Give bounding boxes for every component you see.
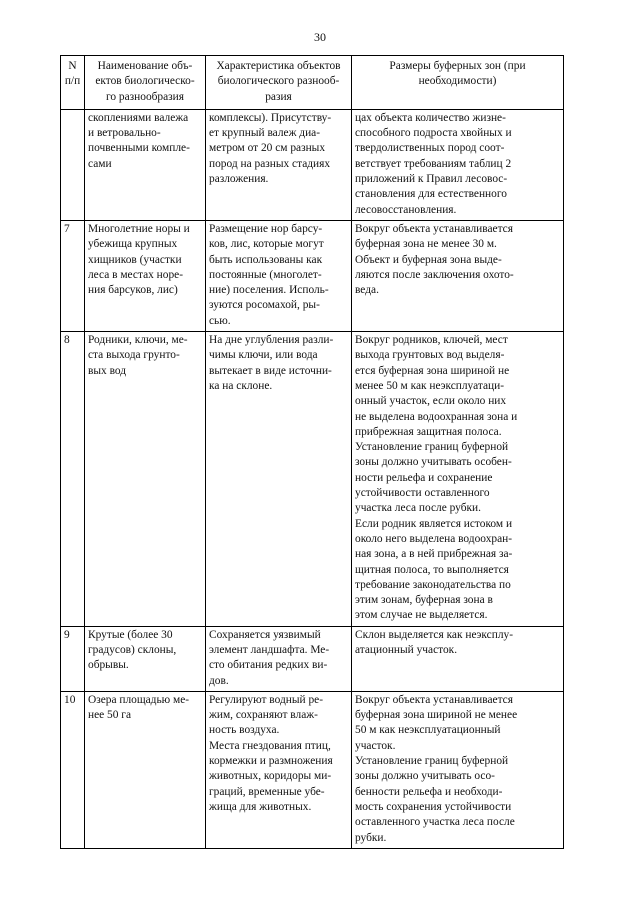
cell-line: становления для естественного bbox=[355, 188, 507, 201]
table-row bbox=[61, 691, 564, 848]
cell-line: ние) поселения. Исполь- bbox=[209, 284, 329, 297]
cell-line: Если родник является истоком и bbox=[355, 517, 513, 530]
cell-line: разложения. bbox=[209, 173, 269, 186]
page-number: 30 bbox=[314, 30, 326, 44]
cell-line: Вокруг объекта устанавливается bbox=[355, 222, 513, 235]
cell-line: ков, лис, которые могут bbox=[209, 238, 324, 251]
cell-line: зоны должно учитывать осо- bbox=[355, 770, 495, 783]
cell-line: кормежки и размножения bbox=[209, 755, 333, 768]
cell-line: Размеры буферных зон (при bbox=[389, 60, 526, 72]
cell-line: ветствует требованиям таблиц 2 bbox=[355, 157, 512, 170]
cell-name bbox=[85, 626, 206, 691]
cell-line: прибрежная защитная полоса. bbox=[355, 425, 502, 438]
cell-line: Озера площадью ме- bbox=[88, 693, 190, 706]
cell-line: атационный участок. bbox=[355, 643, 458, 656]
cell-line: Сохраняется уязвимый bbox=[209, 628, 321, 641]
cell-line: щитная полоса, то выполняется bbox=[355, 563, 509, 576]
cell-line: Регулируют водный ре- bbox=[209, 693, 324, 706]
cell-line: биологического разнооб- bbox=[217, 75, 340, 88]
cell-name bbox=[85, 220, 206, 331]
cell-line: Многолетние норы и bbox=[88, 222, 190, 235]
cell-line: ется буферная зона шириной не bbox=[355, 364, 510, 377]
cell-characteristics bbox=[206, 220, 352, 331]
cell-name bbox=[85, 332, 206, 627]
cell-line: Крутые (более 30 bbox=[88, 628, 173, 641]
cell-line: 8 bbox=[64, 334, 70, 347]
cell-line: сью. bbox=[209, 314, 231, 327]
cell-line: 9 bbox=[64, 628, 70, 641]
cell-line: приложений к Правил лесовос- bbox=[355, 173, 508, 186]
cell-line: хищников (участки bbox=[88, 253, 182, 266]
cell-line: этим зонам, буферная зона в bbox=[355, 594, 493, 607]
cell-line: ность воздуха. bbox=[209, 724, 280, 737]
table-header-row bbox=[61, 56, 564, 110]
cell-line: На дне углубления разли- bbox=[209, 334, 334, 347]
cell-line: животных, коридоры ми- bbox=[209, 770, 332, 783]
cell-line: почвенными компле- bbox=[88, 142, 190, 155]
table-row bbox=[61, 332, 564, 627]
cell-line: необходимости) bbox=[418, 75, 497, 88]
cell-line: Наименование объ- bbox=[97, 60, 193, 72]
cell-line: ка на склоне. bbox=[209, 379, 273, 392]
cell-characteristics bbox=[206, 109, 352, 220]
cell-buffer-size bbox=[352, 626, 564, 691]
cell-line: нее 50 га bbox=[88, 709, 132, 722]
cell-line: леса в местах норе- bbox=[88, 268, 184, 281]
cell-line: п/п bbox=[64, 75, 81, 88]
cell-buffer-size bbox=[352, 332, 564, 627]
cell-line: Вокруг родников, ключей, мест bbox=[355, 334, 508, 347]
cell-line: около него выделена водоохран- bbox=[355, 532, 513, 545]
cell-line: выхода грунтовых вод выделя- bbox=[355, 349, 505, 362]
cell-line: устойчивости оставленного bbox=[355, 487, 490, 500]
cell-line: ектов биологическо- bbox=[95, 75, 195, 88]
cell-line: цах объекта количество жизне- bbox=[355, 111, 506, 124]
cell-characteristics bbox=[206, 691, 352, 848]
cell-line: мость сохранения устойчивости bbox=[355, 800, 512, 813]
cell-line: буферная зона не менее 30 м. bbox=[355, 238, 497, 251]
cell-line: постоянные (многолет- bbox=[209, 268, 322, 281]
cell-line: лесовосстановления. bbox=[355, 203, 457, 216]
cell-buffer-size bbox=[352, 109, 564, 220]
cell-num bbox=[61, 332, 85, 627]
cell-line: пород на разных стадиях bbox=[209, 157, 331, 170]
cell-line: зуются росомахой, ры- bbox=[209, 299, 320, 312]
cell-line: Характеристика объектов bbox=[216, 60, 341, 72]
cell-buffer-size bbox=[352, 220, 564, 331]
cell-line: убежища крупных bbox=[88, 238, 178, 251]
cell-line: граций, временные убе- bbox=[209, 785, 325, 798]
table-row bbox=[61, 626, 564, 691]
cell-line: Склон выделяется как неэксплу- bbox=[355, 628, 513, 641]
cell-line: N bbox=[68, 60, 77, 72]
cell-line: ности рельефа и сохранение bbox=[355, 471, 493, 484]
cell-characteristics bbox=[206, 626, 352, 691]
header-characteristics bbox=[206, 56, 352, 110]
cell-line: метром от 20 см разных bbox=[209, 142, 326, 155]
cell-line: 10 bbox=[64, 693, 76, 706]
cell-line: Вокруг объекта устанавливается bbox=[355, 693, 513, 706]
cell-line: ная зона, а в ней прибрежная за- bbox=[355, 548, 513, 561]
cell-line: сами bbox=[88, 157, 112, 170]
cell-line: го разнообразия bbox=[105, 90, 185, 103]
cell-line: жим, сохраняют влаж- bbox=[209, 709, 318, 722]
header-num bbox=[61, 56, 85, 110]
table-row bbox=[61, 109, 564, 220]
cell-num bbox=[61, 691, 85, 848]
cell-line: не выделена водоохранная зона и bbox=[355, 410, 518, 423]
header-buffer-size bbox=[352, 56, 564, 110]
cell-line: ния барсуков, лис) bbox=[88, 284, 178, 297]
cell-line: способного подроста хвойных и bbox=[355, 127, 512, 140]
header-name bbox=[85, 56, 206, 110]
cell-characteristics bbox=[206, 332, 352, 627]
cell-line: обрывы. bbox=[88, 659, 129, 672]
cell-line: оставленного участка леса после bbox=[355, 816, 515, 829]
cell-line: жища для животных. bbox=[209, 800, 312, 813]
cell-line: комплексы). Присутству- bbox=[209, 111, 332, 124]
cell-line: 7 bbox=[64, 222, 70, 235]
cell-line: Установление границ буферной bbox=[355, 755, 509, 768]
cell-line: Размещение нор барсу- bbox=[209, 222, 323, 235]
cell-num bbox=[61, 109, 85, 220]
cell-line: и ветровально- bbox=[88, 127, 161, 140]
cell-line: градусов) склоны, bbox=[88, 643, 177, 656]
cell-line: участка леса после рубки. bbox=[355, 502, 481, 515]
cell-line: ет крупный валеж диа- bbox=[209, 127, 321, 140]
cell-line: онный участок, если около них bbox=[355, 395, 507, 408]
cell-line: сто обитания редких ви- bbox=[209, 659, 328, 672]
cell-line: Родники, ключи, ме- bbox=[88, 334, 188, 347]
cell-line: Установление границ буферной bbox=[355, 441, 509, 454]
cell-line: требование законодательства по bbox=[355, 578, 511, 591]
cell-line: зоны должно учитывать особен- bbox=[355, 456, 512, 469]
cell-line: дов. bbox=[209, 674, 229, 687]
cell-line: скоплениями валежа bbox=[88, 111, 189, 124]
cell-line: разия bbox=[265, 90, 292, 103]
table-row bbox=[61, 220, 564, 331]
cell-line: элемент ландшафта. Ме- bbox=[209, 643, 330, 656]
cell-line: бенности рельефа и необходи- bbox=[355, 785, 503, 798]
cell-line: рубки. bbox=[355, 831, 387, 844]
cell-buffer-size bbox=[352, 691, 564, 848]
cell-line: вых вод bbox=[88, 364, 127, 377]
cell-line: этом случае не выделяется. bbox=[355, 609, 488, 622]
cell-line: ста выхода грунто- bbox=[88, 349, 180, 362]
cell-line: чимы ключи, или вода bbox=[209, 349, 318, 362]
cell-line: твердолиственных пород соот- bbox=[355, 142, 505, 155]
cell-line: буферная зона шириной не менее bbox=[355, 709, 518, 722]
cell-line: менее 50 м как неэксплуатаци- bbox=[355, 379, 505, 392]
cell-num bbox=[61, 220, 85, 331]
cell-line: Объект и буферная зона выде- bbox=[355, 253, 502, 266]
cell-line: Места гнездования птиц, bbox=[209, 739, 331, 752]
cell-num bbox=[61, 626, 85, 691]
cell-line: вытекает в виде источни- bbox=[209, 364, 332, 377]
cell-line: участок. bbox=[355, 739, 396, 752]
cell-line: 50 м как неэксплуатационный bbox=[355, 724, 501, 737]
cell-line: веда. bbox=[355, 284, 379, 297]
cell-name bbox=[85, 109, 206, 220]
buffer-zones-table bbox=[60, 55, 564, 849]
cell-name bbox=[85, 691, 206, 848]
cell-line: ляются после заключения охото- bbox=[355, 268, 514, 281]
cell-line: быть использованы как bbox=[209, 253, 323, 266]
